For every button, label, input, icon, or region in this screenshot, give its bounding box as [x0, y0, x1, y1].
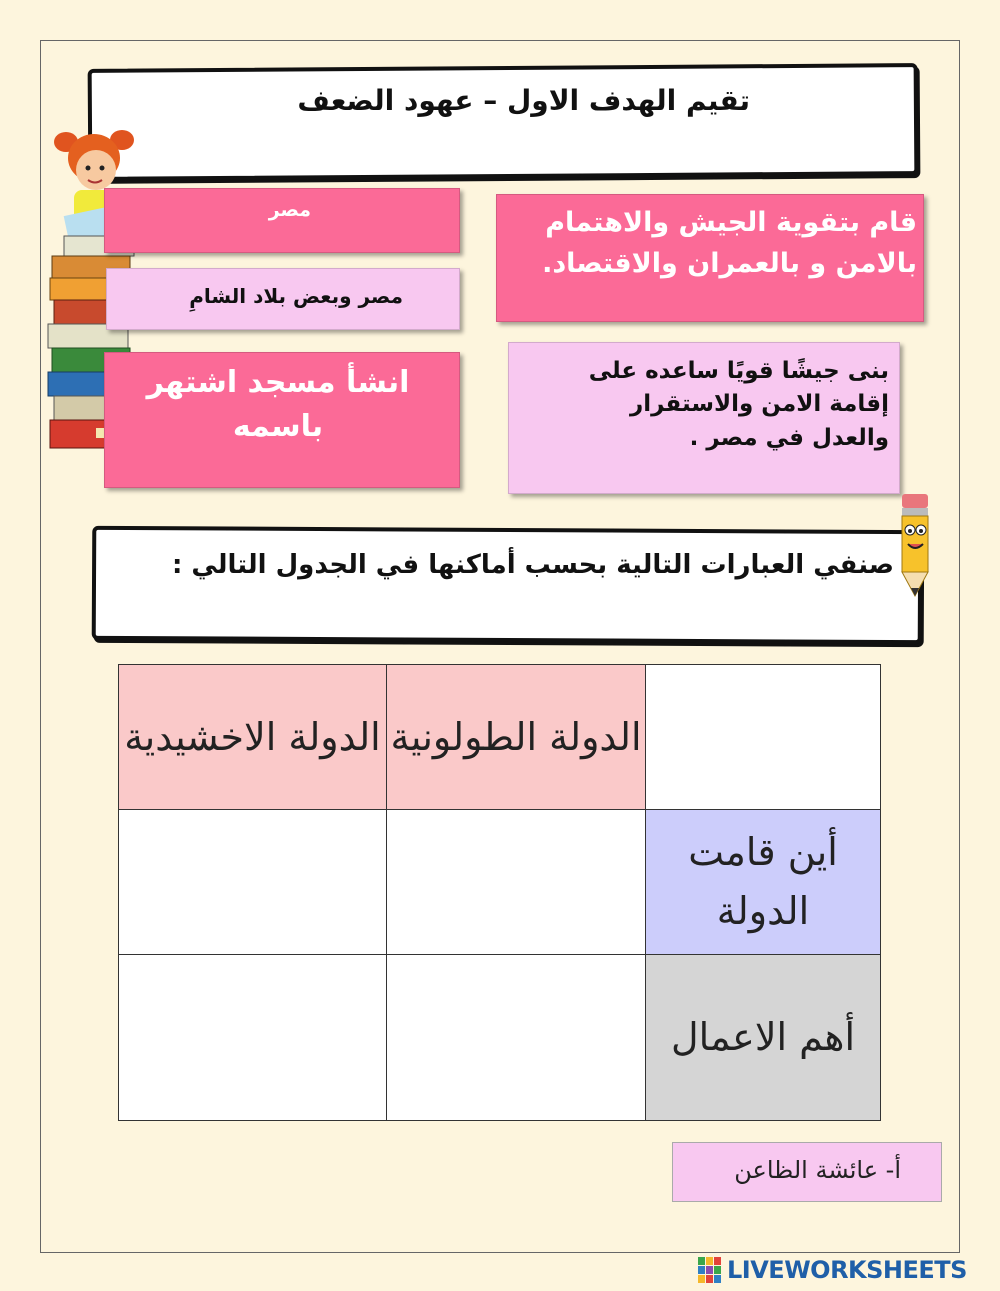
liveworksheets-logo-icon: [697, 1256, 723, 1284]
answer-card-egypt-levant[interactable]: [106, 268, 460, 330]
drop-cell-ikhshidid-works[interactable]: [119, 955, 387, 1121]
row-label-location: أين قامت الدولة: [646, 810, 881, 955]
row-label-works: أهم الاعمال: [646, 955, 881, 1121]
answer-card-text: انشأ مسجد اشتهر باسمه: [146, 365, 410, 444]
answer-card-text: مصر وبعض بلاد الشامِ: [189, 284, 403, 308]
answer-card-text: قام بتقوية الجيش والاهتمام بالامن و بالعمران والاقتصاد.: [542, 207, 917, 279]
answer-card-text: مصر: [268, 199, 311, 221]
instruction-text: صنفي العبارات التالية بحسب أماكنها في الجدول التالي :: [171, 550, 894, 580]
answer-card-text: بنى جيشًا قويًا ساعده على إقامة الامن والاستقرار والعدل في مصر .: [588, 358, 889, 451]
header-cell-empty: [646, 665, 881, 810]
drop-cell-ikhshidid-location[interactable]: [119, 810, 387, 955]
table-row: [119, 810, 881, 955]
drop-cell-tulunid-works[interactable]: [387, 955, 646, 1121]
brand-name: LIVEWORKSHEETS: [727, 1256, 967, 1284]
author-name: أ- عائشة الظاعن: [734, 1156, 901, 1184]
header-cell-ikhshidid: الدولة الاخشيدية: [119, 665, 387, 810]
drop-cell-tulunid-location[interactable]: [387, 810, 646, 955]
classification-table: [118, 664, 881, 1121]
author-box: [672, 1142, 942, 1202]
answer-card-mosque[interactable]: [104, 352, 460, 488]
pencil-mascot-icon: [894, 490, 936, 600]
table-header-row: [119, 665, 881, 810]
answer-card-strong-army[interactable]: [508, 342, 900, 494]
answer-card-army-economy[interactable]: [496, 194, 924, 322]
header-cell-tulunid: الدولة الطولونية: [387, 665, 646, 810]
table-row: [119, 955, 881, 1121]
answer-card-egypt[interactable]: [104, 188, 460, 253]
title-banner: [88, 63, 919, 181]
liveworksheets-logo: [697, 1254, 967, 1286]
page-title: تقيم الهدف الاول – عهود الضعف: [297, 84, 750, 117]
instruction-banner: [92, 526, 923, 644]
